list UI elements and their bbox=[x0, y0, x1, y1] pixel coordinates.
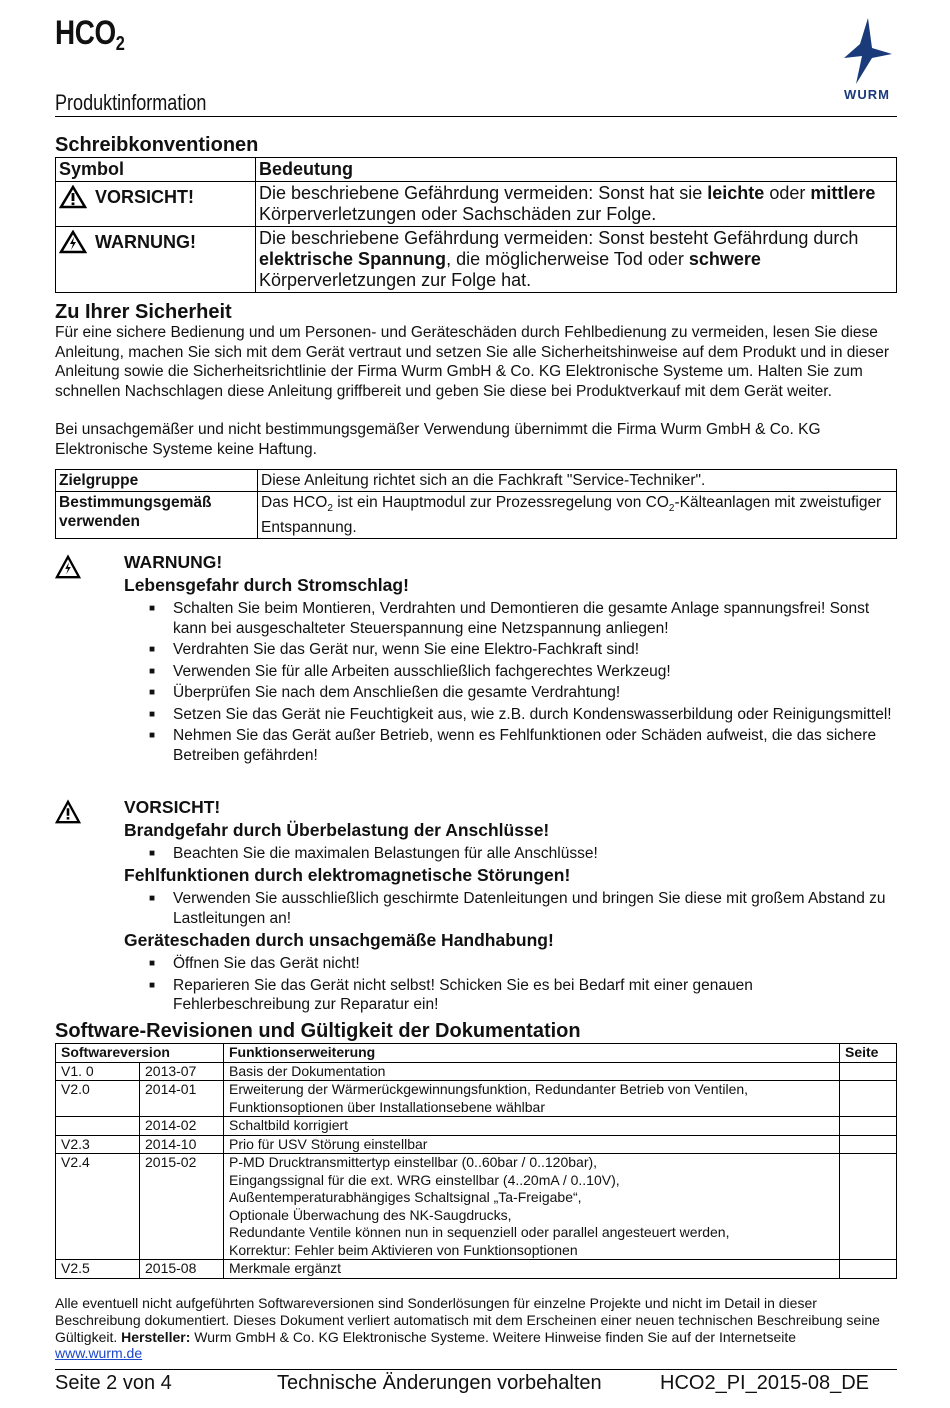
rev-date-cell: 2015-02 bbox=[140, 1154, 224, 1260]
rev-version-cell: V2.4 bbox=[56, 1154, 140, 1260]
list-item: ■ Überprüfen Sie nach dem Anschließen die gesamte Verdrahtung! bbox=[124, 683, 894, 703]
col-function: Funktionserweiterung bbox=[224, 1044, 840, 1063]
rev-function-cell: P-MD Drucktransmittertyp einstellbar (0..60bar / 0..120bar), Eingangssignal für die ext. WRG einstellbar (4..20mA / 0..10V), Außentemperaturabhängiges Schaltsignal „Ta-Freigabe“, Optionale Überwachung des NK-Saugdrucks, Redundante Ventile können nun in sequenziell oder parallel angesteuert werden, Korrektur: Fehler beim Aktivieren von Funktionsoptionen bbox=[224, 1154, 840, 1260]
symbol-label: WARNUNG! bbox=[95, 231, 196, 252]
list-item: ■ Setzen Sie das Gerät nie Feuchtigkeit aus, wie z.B. durch Kondenswasserbildung oder Reinigungsmittel! bbox=[124, 705, 894, 725]
document-id: HCO2_PI_2015-08_DE bbox=[660, 1372, 870, 1394]
logo-wordmark: WURM bbox=[844, 87, 890, 102]
caution-title-handling: Geräteschaden durch unsachgemäße Handhabung! bbox=[124, 930, 554, 950]
table-row bbox=[56, 1135, 897, 1154]
conventions-col-symbol: Symbol bbox=[56, 158, 256, 182]
meaning-cell: Die beschriebene Gefährdung vermeiden: Sonst hat sie leichte oder mittlere Körperverletzungen oder Sachschäden zur Folge. bbox=[256, 182, 897, 227]
caution-label: VORSICHT! bbox=[124, 797, 221, 817]
rev-version-cell: V2.3 bbox=[56, 1135, 140, 1154]
list-item: ■ Öffnen Sie das Gerät nicht! bbox=[124, 954, 894, 974]
meaning-cell: Die beschriebene Gefährdung vermeiden: Sonst besteht Gefährdung durch elektrische Spannung, die möglicherweise Tod oder schwere Körperverletzungen zur Folge hat. bbox=[256, 227, 897, 293]
intended-use-value: Das $HCO_2$ ist ein Hauptmodul zur Prozessregelung von $CO_2$-Kälteanlagen mit zweistufiger Entspannung. bbox=[258, 492, 897, 539]
rev-version-cell bbox=[56, 1117, 140, 1136]
rev-function-cell: Basis der Dokumentation bbox=[224, 1062, 840, 1081]
warning-list bbox=[124, 599, 894, 767]
rev-function-cell: Schaltbild korrigiert bbox=[224, 1117, 840, 1136]
electric-warning-triangle-icon bbox=[59, 230, 87, 254]
conventions-heading: Schreibkonventionen bbox=[55, 134, 259, 156]
conventions-col-meaning: Bedeutung bbox=[256, 158, 897, 182]
symbol-label: VORSICHT! bbox=[95, 186, 194, 207]
target-group-value: Diese Anleitung richtet sich an die Fachkraft "Service-Techniker". bbox=[258, 470, 897, 492]
safety-heading: Zu Ihrer Sicherheit bbox=[55, 301, 232, 323]
col-software-version: Softwareversion bbox=[56, 1044, 224, 1063]
electric-warning-triangle-icon bbox=[55, 554, 81, 580]
caution-triangle-icon bbox=[59, 185, 87, 209]
list-item: ■ Verwenden Sie ausschließlich geschirmte Datenleitungen und bringen Sie diese mit großem Abstand zu Lastleitungen an! bbox=[124, 889, 894, 928]
revisions-table bbox=[55, 1043, 897, 1279]
table-row bbox=[56, 227, 897, 293]
footer-divider bbox=[55, 1369, 897, 1370]
target-group-table bbox=[55, 469, 897, 539]
rev-date-cell: 2014-02 bbox=[140, 1117, 224, 1136]
table-row bbox=[56, 1154, 897, 1260]
document-subtitle: Produktinformation bbox=[55, 90, 207, 115]
caution-triangle-icon bbox=[55, 799, 81, 825]
table-row bbox=[56, 1081, 897, 1117]
rev-page-cell bbox=[840, 1260, 897, 1279]
rev-page-cell bbox=[840, 1081, 897, 1117]
rev-version-cell: V1. 0 bbox=[56, 1062, 140, 1081]
rev-page-cell bbox=[840, 1117, 897, 1136]
warning-label: WARNUNG! bbox=[124, 552, 223, 572]
footer-notice: Technische Änderungen vorbehalten bbox=[277, 1372, 602, 1394]
rev-date-cell: 2013-07 bbox=[140, 1062, 224, 1081]
list-item: ■ Schalten Sie beim Montieren, Verdrahten und Demontieren die gesamte Anlage spannungsfrei! Sonst kann bei ausgeschalteter Steuerspannung eine Netzspannung anliegen! bbox=[124, 599, 894, 638]
caution-title-fire: Brandgefahr durch Überbelastung der Anschlüsse! bbox=[124, 820, 550, 840]
warning-title: Lebensgefahr durch Stromschlag! bbox=[124, 575, 409, 595]
rev-date-cell: 2014-01 bbox=[140, 1081, 224, 1117]
page-number: Seite 2 von 4 bbox=[55, 1372, 172, 1394]
target-group-label: Zielgruppe bbox=[56, 470, 258, 492]
caution-title-emc: Fehlfunktionen durch elektromagnetische Störungen! bbox=[124, 865, 571, 885]
list-item: ■ Beachten Sie die maximalen Belastungen für alle Anschlüsse! bbox=[124, 844, 894, 864]
col-page: Seite bbox=[840, 1044, 897, 1063]
table-row bbox=[56, 1117, 897, 1136]
conventions-table bbox=[55, 157, 897, 293]
list-item: ■ Verwenden Sie für alle Arbeiten ausschließlich fachgerechtes Werkzeug! bbox=[124, 662, 894, 682]
rev-page-cell bbox=[840, 1135, 897, 1154]
list-item: ■ Reparieren Sie das Gerät nicht selbst! Schicken Sie es bei Bedarf mit einer genauen Fehlerbeschreibung zur Reparatur ein! bbox=[124, 976, 894, 1015]
safety-paragraph: Für eine sichere Bedienung und um Personen- und Geräteschäden durch Fehlbedienung zu vermeiden, lesen Sie diese Anleitung, machen Sie sich mit dem Gerät vertraut und setzen Sie alle Sicherheitshinweise auf dem Produkt und in dieser Anleitung sowie die Sicherheitsrichtlinie der Firma Wurm GmbH & Co. KG Elektronische Systeme um. Halten Sie zum schnellen Nachschlagen diese Anleitung griffbereit und geben Sie diese bei Produktverkauf mit dem Gerät weiter. bbox=[55, 324, 889, 400]
rev-page-cell bbox=[840, 1154, 897, 1260]
rev-date-cell: 2014-10 bbox=[140, 1135, 224, 1154]
rev-page-cell bbox=[840, 1062, 897, 1081]
table-row bbox=[56, 1062, 897, 1081]
table-row bbox=[56, 1260, 897, 1279]
revisions-heading: Software-Revisionen und Gültigkeit der Dokumentation bbox=[55, 1020, 581, 1042]
rev-function-cell: Merkmale ergänzt bbox=[224, 1260, 840, 1279]
rev-date-cell: 2015-08 bbox=[140, 1260, 224, 1279]
table-row bbox=[56, 182, 897, 227]
rev-version-cell: V2.0 bbox=[56, 1081, 140, 1117]
header-divider bbox=[55, 116, 897, 117]
rev-function-cell: Prio für USV Störung einstellbar bbox=[224, 1135, 840, 1154]
rev-version-cell: V2.5 bbox=[56, 1260, 140, 1279]
document-title: $HCO_2$ bbox=[55, 14, 125, 55]
list-item: ■ Verdrahten Sie das Gerät nur, wenn Sie eine Elektro-Fachkraft sind! bbox=[124, 640, 894, 660]
liability-paragraph: Bei unsachgemäßer und nicht bestimmungsgemäßer Verwendung übernimmt die Firma Wurm GmbH & Co. KG Elektronische Systeme keine Haftung. bbox=[55, 421, 821, 458]
list-item: ■ Nehmen Sie das Gerät außer Betrieb, wenn es Fehlfunktionen oder Schäden aufweist, die das sichere Betreiben gefährden! bbox=[124, 726, 894, 765]
validity-note: Alle eventuell nicht aufgeführten Softwareversionen sind Sonderlösungen für einzelne Projekte und nicht im Detail in dieser Beschreibung dokumentiert. Dieses Dokument verliert automatisch mit dem Erscheinen einer neuen technischen Beschreibung seine Gültigkeit. Hersteller: Wurm GmbH & Co. KG Elektronische Systeme. Weitere Hinweise finden Sie auf der Internetseite www.wurm.de bbox=[55, 1295, 880, 1362]
intended-use-label: Bestimmungsgemäß verwenden bbox=[56, 492, 258, 539]
website-link[interactable]: www.wurm.de bbox=[55, 1345, 143, 1362]
rev-function-cell: Erweiterung der Wärmerückgewinnungsfunktion, Redundanter Betrieb von Ventilen, Funktionsoptionen über Installationsebene wählbar bbox=[224, 1081, 840, 1117]
